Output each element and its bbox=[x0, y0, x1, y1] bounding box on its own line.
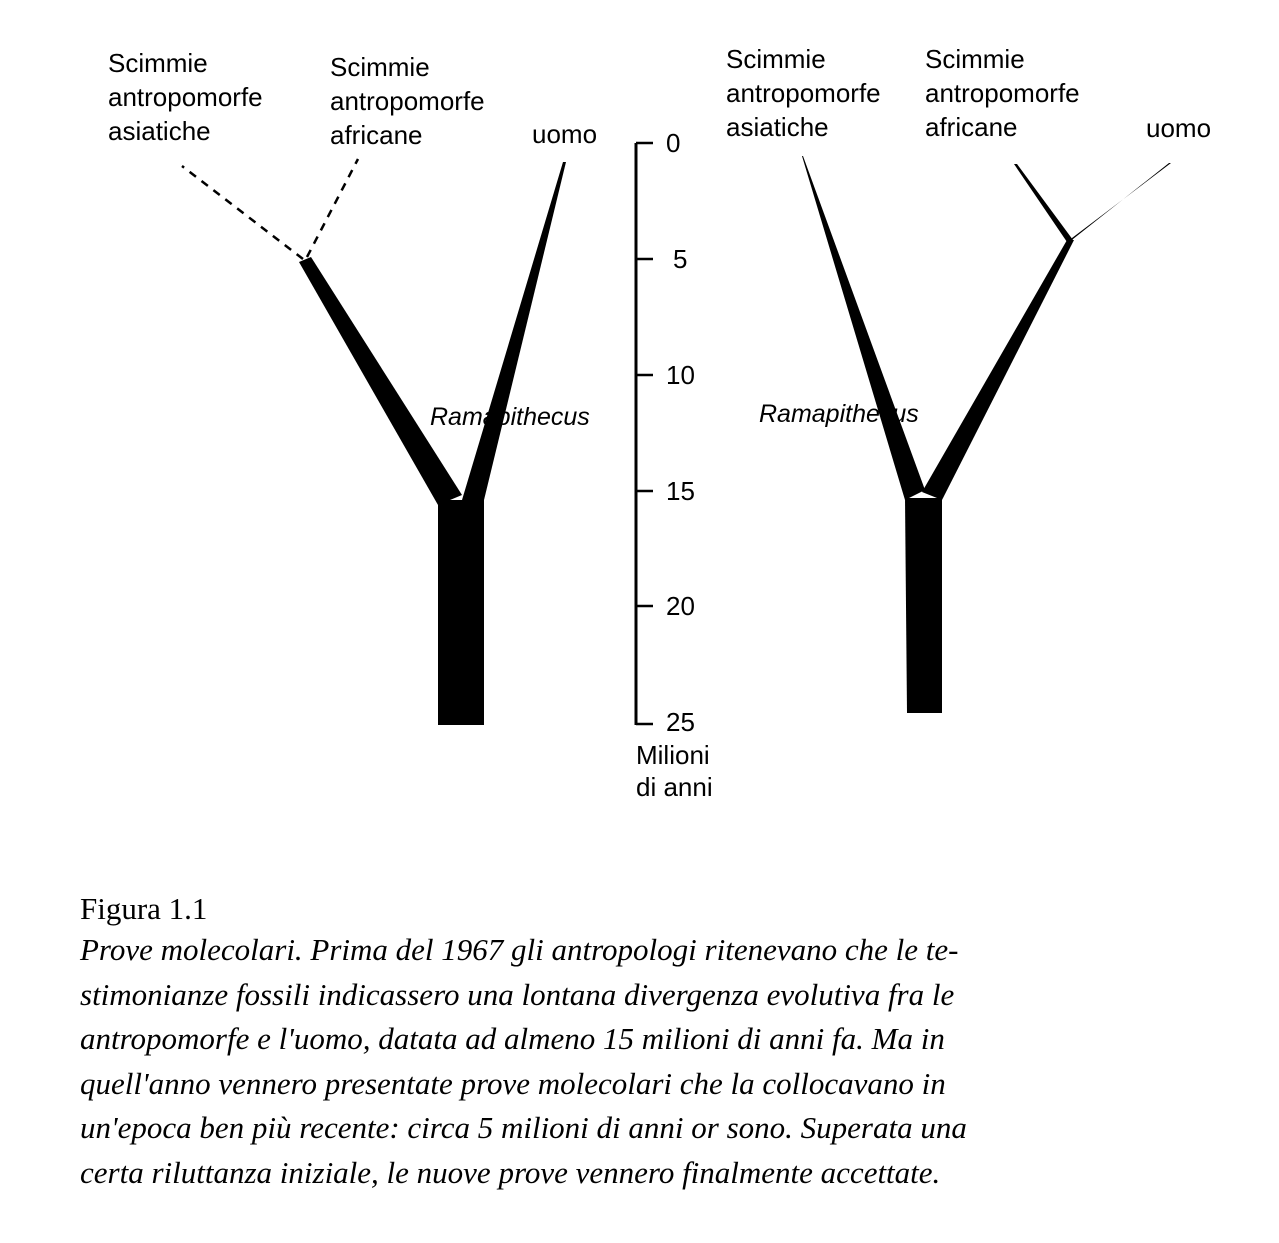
caption-line: un'epoca ben più recente: circa 5 milioni di anni or sono. Superata una bbox=[80, 1110, 967, 1145]
caption-line: stimonianze fossili indicassero una lontana divergenza evolutiva fra le bbox=[80, 976, 955, 1012]
left-tree-trunk bbox=[438, 500, 484, 725]
right-label-ramapithecus: Ramapithecus bbox=[759, 400, 919, 428]
time-scale bbox=[636, 128, 717, 802]
caption-title: Figura 1.1 bbox=[80, 891, 208, 926]
time-scale-tick-label: 15 bbox=[666, 476, 695, 506]
caption-body bbox=[80, 928, 1250, 1195]
right-tree-asian-branch bbox=[802, 156, 925, 500]
left-label-african: Scimmie antropomorfe africane bbox=[330, 52, 485, 150]
time-scale-tick-label: 20 bbox=[666, 591, 695, 621]
right-tree-african-branch bbox=[1014, 164, 1073, 242]
left-tree-human-branch bbox=[462, 162, 566, 500]
time-scale-tick-label: 5 bbox=[673, 244, 688, 274]
caption-line: antropomorfe e l'uomo, datata ad almeno 15 milioni di anni fa. Ma in bbox=[80, 1021, 945, 1056]
right-label-asian: Scimmie antropomorfe asiatiche bbox=[726, 44, 881, 142]
left-tree-asian-dashed-branch bbox=[182, 166, 303, 259]
right-label-human: uomo bbox=[1146, 113, 1212, 143]
right-tree bbox=[726, 44, 1211, 713]
figure-caption bbox=[80, 890, 1250, 1195]
left-tree bbox=[108, 48, 597, 725]
left-label-asian: Scimmie antropomorfe asiatiche bbox=[108, 48, 263, 146]
left-tree-ape-branch bbox=[299, 257, 462, 505]
time-scale-tick-label: 25 bbox=[666, 707, 695, 737]
right-label-african: Scimmie antropomorfe africane bbox=[925, 44, 1080, 142]
left-tree-african-dashed-branch bbox=[307, 159, 358, 257]
caption-line: quell'anno vennero presentate prove molecolari che la collocavano in bbox=[80, 1065, 946, 1101]
caption-line: certa riluttanza iniziale, le nuove prove vennero finalmente accettate. bbox=[80, 1154, 941, 1190]
time-scale-tick-label: 0 bbox=[666, 128, 681, 158]
right-tree-hominid-branch bbox=[922, 240, 1074, 500]
left-label-ramapithecus: Ramapithecus bbox=[430, 403, 590, 431]
caption-line: Prove molecolari. Prima del 1967 gli antropologi ritenevano che le te- bbox=[80, 932, 959, 967]
time-scale-tick-label: 10 bbox=[666, 360, 695, 390]
time-scale-unit-label: Milioni di anni bbox=[636, 740, 713, 802]
left-label-human: uomo bbox=[532, 119, 598, 149]
right-tree-human-branch bbox=[1068, 163, 1171, 243]
right-tree-trunk bbox=[905, 498, 942, 713]
